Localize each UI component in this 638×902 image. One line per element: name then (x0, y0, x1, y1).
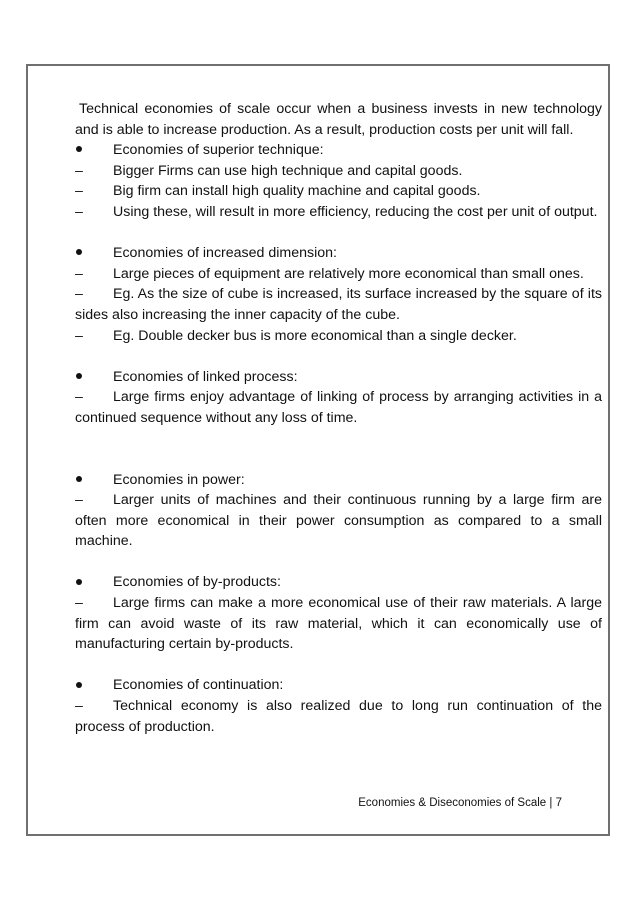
dash-marker: – (75, 203, 83, 220)
footer-separator: | (549, 797, 553, 809)
section-heading-text: Economies in power: (113, 471, 245, 488)
section-heading (75, 470, 602, 491)
dash-marker: – (75, 162, 83, 179)
bullet-icon (75, 243, 113, 264)
list-item (75, 387, 602, 428)
list-item-text: Large firms enjoy advantage of linking of process by arranging activities in a continued sequence without any loss of time. (75, 389, 602, 426)
section-heading (75, 675, 602, 696)
dash-marker: – (75, 265, 83, 282)
list-item (75, 264, 602, 285)
list-item-text: Using these, will result in more efficiency, reducing the cost per unit of output. (113, 203, 598, 220)
list-item (75, 696, 602, 737)
intro-paragraph: Technical economies of scale occur when a business invests in new technology and is able to increase production. As a result, production costs per unit will fall. (75, 101, 602, 138)
bullet-icon (75, 572, 113, 593)
list-item (75, 326, 602, 347)
section-heading (75, 140, 602, 161)
list-item-text: Large pieces of equipment are relatively more economical than small ones. (113, 265, 584, 282)
page-footer (358, 797, 562, 809)
section-heading-text: Economies of linked process: (113, 368, 298, 385)
section-heading-text: Economies of superior technique: (113, 142, 324, 159)
list-item-text: Technical economy is also realized due to long run continuation of the process of production. (75, 698, 602, 735)
dash-marker: – (75, 698, 83, 715)
dash-marker: – (75, 389, 83, 406)
page-number: 7 (555, 797, 562, 809)
section-heading (75, 243, 602, 264)
list-item-text: Eg. As the size of cube is increased, its surface increased by the square of its sides also increasing the inner capacity of the cube. (75, 286, 602, 323)
list-item-text: Large firms can make a more economical use of their raw materials. A large firm can avoid waste of its raw material, which it can economically use of manufacturing certain by-products. (75, 595, 602, 653)
list-item-text: Big firm can install high quality machine and capital goods. (113, 183, 481, 200)
bullet-icon (75, 675, 113, 696)
section-heading-text: Economies of by-products: (113, 574, 281, 591)
dash-marker: – (75, 327, 83, 344)
list-item-text: Bigger Firms can use high technique and capital goods. (113, 162, 463, 179)
list-item (75, 593, 602, 655)
list-item (75, 181, 602, 202)
section-heading (75, 572, 602, 593)
list-item (75, 490, 602, 552)
dash-marker: – (75, 492, 83, 509)
footer-title: Economies & Diseconomies of Scale (358, 797, 547, 809)
list-item (75, 284, 602, 325)
list-item-text: Larger units of machines and their continuous running by a large firm are often more economical in their power consumption as compared to a small machine. (75, 492, 602, 550)
section-heading (75, 367, 602, 388)
bullet-icon (75, 140, 113, 161)
list-item (75, 161, 602, 182)
section-heading-text: Economies of increased dimension: (113, 245, 337, 262)
dash-marker: – (75, 183, 83, 200)
dash-marker: – (75, 286, 83, 303)
section-heading-text: Economies of continuation: (113, 677, 284, 694)
document-body (75, 99, 602, 737)
list-item-text: Eg. Double decker bus is more economical than a single decker. (113, 327, 517, 344)
bullet-icon (75, 367, 113, 388)
bullet-icon (75, 470, 113, 491)
dash-marker: – (75, 595, 83, 612)
list-item (75, 202, 602, 223)
